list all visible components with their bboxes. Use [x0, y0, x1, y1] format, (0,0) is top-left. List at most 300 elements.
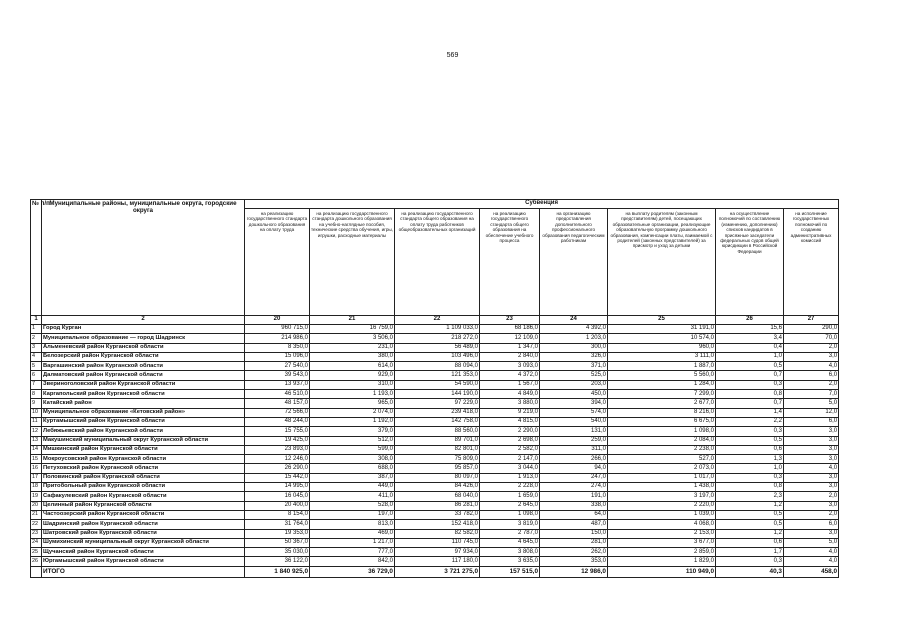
amount-cell: 3,4 — [716, 334, 784, 343]
amount-cell: 33 782,0 — [395, 510, 480, 519]
amount-cell: 15,6 — [716, 325, 784, 334]
amount-cell: 262,0 — [540, 548, 608, 557]
table-row — [31, 352, 839, 361]
amount-cell: 574,0 — [540, 408, 608, 417]
amount-cell: 5 560,0 — [608, 371, 716, 380]
table-row — [31, 445, 839, 454]
amount-cell: 80 097,0 — [395, 473, 480, 482]
amount-cell: 1,2 — [716, 501, 784, 510]
municipality-name: Частоозерский район Курганской области — [42, 510, 245, 519]
amount-cell: 338,0 — [540, 501, 608, 510]
row-number: 10 — [31, 408, 42, 417]
total-amount-cell: 110 949,0 — [608, 566, 716, 577]
amount-cell: 3,0 — [784, 501, 839, 510]
amount-cell: 14 995,0 — [245, 483, 310, 492]
col-header-name: Муниципальные районы, муниципальные округа, городские округа — [42, 200, 245, 316]
amount-cell: 197,0 — [310, 510, 395, 519]
amount-cell: 15 442,0 — [245, 473, 310, 482]
subvention-table — [30, 199, 839, 578]
amount-cell: 75 809,0 — [395, 455, 480, 464]
table-row — [31, 380, 839, 389]
table-row — [31, 529, 839, 538]
amount-cell: 82 582,0 — [395, 529, 480, 538]
municipality-name: Макушинский муниципальный округ Курганской области — [42, 436, 245, 445]
amount-cell: 150,0 — [540, 529, 608, 538]
amount-cell: 142 758,0 — [395, 417, 480, 426]
amount-cell: 203,0 — [540, 380, 608, 389]
row-number: 13 — [31, 436, 42, 445]
amount-cell: 4,0 — [784, 362, 839, 371]
col-header-21: на реализацию государственного стандарта дошкольного образования на учебно-наглядные пособия, технические средства обучения, игры, игрушки, расходные материалы — [310, 209, 395, 316]
amount-cell: 2 698,0 — [480, 436, 540, 445]
amount-cell: 960 715,0 — [245, 325, 310, 334]
amount-cell: 3,0 — [784, 529, 839, 538]
amount-cell: 528,0 — [310, 501, 395, 510]
total-amount-cell: 36 729,0 — [310, 566, 395, 577]
municipality-name: Мишкинский район Курганской области — [42, 445, 245, 454]
amount-cell: 4 849,0 — [480, 390, 540, 399]
amount-cell: 0,5 — [716, 436, 784, 445]
amount-cell: 2 153,0 — [608, 529, 716, 538]
column-index: 26 — [716, 316, 784, 325]
column-index-row — [31, 316, 839, 325]
row-number: 5 — [31, 362, 42, 371]
amount-cell: 10 574,0 — [608, 334, 716, 343]
col-header-24: на организацию предоставления дополнительного профессионального образования педагогическим работникам — [540, 209, 608, 316]
table-row — [31, 520, 839, 529]
amount-cell: 4,0 — [784, 464, 839, 473]
amount-cell: 1,3 — [716, 455, 784, 464]
amount-cell: 614,0 — [310, 362, 395, 371]
table-row — [31, 538, 839, 547]
amount-cell: 0,6 — [716, 445, 784, 454]
amount-cell: 19 353,0 — [245, 529, 310, 538]
amount-cell: 1 284,0 — [608, 380, 716, 389]
amount-cell: 2,2 — [716, 417, 784, 426]
amount-cell: 117 180,0 — [395, 557, 480, 566]
col-header-26: на осуществление полномочий по составлению (изменению, дополнению) списков кандидатов в присяжные заседатели федеральных судов общей юрисдикции в Российской Федерации — [716, 209, 784, 316]
amount-cell: 19 425,0 — [245, 436, 310, 445]
amount-cell: 103 496,0 — [395, 352, 480, 361]
amount-cell: 2 074,0 — [310, 408, 395, 417]
amount-cell: 512,0 — [310, 436, 395, 445]
table-row — [31, 455, 839, 464]
amount-cell: 813,0 — [310, 520, 395, 529]
amount-cell: 2 677,0 — [608, 399, 716, 408]
amount-cell: 218 272,0 — [395, 334, 480, 343]
row-number: 2 — [31, 334, 42, 343]
amount-cell: 0,3 — [716, 473, 784, 482]
amount-cell: 394,0 — [540, 399, 608, 408]
amount-cell: 0,3 — [716, 557, 784, 566]
amount-cell: 0,8 — [716, 483, 784, 492]
row-number: 18 — [31, 483, 42, 492]
amount-cell: 48 157,0 — [245, 399, 310, 408]
amount-cell: 449,0 — [310, 483, 395, 492]
amount-cell: 1 438,0 — [608, 483, 716, 492]
amount-cell: 5,0 — [784, 538, 839, 547]
amount-cell: 0,7 — [716, 399, 784, 408]
amount-cell: 1 098,0 — [608, 427, 716, 436]
amount-cell: 31 191,0 — [608, 325, 716, 334]
amount-cell: 4,0 — [784, 548, 839, 557]
table-row — [31, 483, 839, 492]
total-amount-cell: 40,3 — [716, 566, 784, 577]
amount-cell: 6 675,0 — [608, 417, 716, 426]
amount-cell: 27 540,0 — [245, 362, 310, 371]
table-row — [31, 492, 839, 501]
amount-cell: 3 197,0 — [608, 492, 716, 501]
amount-cell: 2 238,0 — [608, 445, 716, 454]
amount-cell: 50 367,0 — [245, 538, 310, 547]
row-number: 19 — [31, 492, 42, 501]
table-row — [31, 334, 839, 343]
amount-cell: 3 635,0 — [480, 557, 540, 566]
amount-cell: 387,0 — [310, 473, 395, 482]
col-header-23: на реализацию государственного стандарта общего образования на обеспечение учебного процесса — [480, 209, 540, 316]
total-amount-cell: 12 986,0 — [540, 566, 608, 577]
table-row — [31, 510, 839, 519]
amount-cell: 152 418,0 — [395, 520, 480, 529]
amount-cell: 842,0 — [310, 557, 395, 566]
municipality-name: Юргамышский район Курганской области — [42, 557, 245, 566]
amount-cell: 3 880,0 — [480, 399, 540, 408]
amount-cell: 1 017,0 — [608, 473, 716, 482]
amount-cell: 0,3 — [716, 380, 784, 389]
row-number: 25 — [31, 548, 42, 557]
municipality-name: Муниципальное образование — город Шадринск — [42, 334, 245, 343]
amount-cell: 23 893,0 — [245, 445, 310, 454]
amount-cell: 1 203,0 — [540, 334, 608, 343]
amount-cell: 1 567,0 — [480, 380, 540, 389]
amount-cell: 3,0 — [784, 436, 839, 445]
amount-cell: 2 787,0 — [480, 529, 540, 538]
amount-cell: 3 111,0 — [608, 352, 716, 361]
column-index: 24 — [540, 316, 608, 325]
municipality-name: Притобольный район Курганской области — [42, 483, 245, 492]
amount-cell: 3 819,0 — [480, 520, 540, 529]
amount-cell: 8 216,0 — [608, 408, 716, 417]
total-amount-cell: 458,0 — [784, 566, 839, 577]
amount-cell: 311,0 — [540, 445, 608, 454]
amount-cell: 1 217,0 — [310, 538, 395, 547]
amount-cell: 2 840,0 — [480, 352, 540, 361]
amount-cell: 97 934,0 — [395, 548, 480, 557]
amount-cell: 1,0 — [716, 464, 784, 473]
amount-cell: 68 186,0 — [480, 325, 540, 334]
amount-cell: 266,0 — [540, 455, 608, 464]
table-row — [31, 548, 839, 557]
amount-cell: 36 122,0 — [245, 557, 310, 566]
amount-cell: 88 094,0 — [395, 362, 480, 371]
table-row — [31, 371, 839, 380]
amount-cell: 72 566,0 — [245, 408, 310, 417]
amount-cell: 82 801,0 — [395, 445, 480, 454]
amount-cell: 1,7 — [716, 548, 784, 557]
amount-cell: 1,2 — [716, 529, 784, 538]
row-number: 1 — [31, 325, 42, 334]
amount-cell: 3 677,0 — [608, 538, 716, 547]
amount-cell: 12 109,0 — [480, 334, 540, 343]
amount-cell: 3 506,0 — [310, 334, 395, 343]
amount-cell: 15 755,0 — [245, 427, 310, 436]
col-header-22: на реализацию государственного стандарта общего образования на оплату труда работников общеобразовательных организаций — [395, 209, 480, 316]
amount-cell: 2,0 — [784, 510, 839, 519]
table-row — [31, 501, 839, 510]
amount-cell: 300,0 — [540, 343, 608, 352]
amount-cell: 259,0 — [540, 436, 608, 445]
amount-cell: 527,0 — [608, 455, 716, 464]
amount-cell: 0,7 — [716, 371, 784, 380]
column-index: 20 — [245, 316, 310, 325]
amount-cell: 3 093,0 — [480, 362, 540, 371]
amount-cell: 68 040,0 — [395, 492, 480, 501]
amount-cell: 688,0 — [310, 464, 395, 473]
amount-cell: 89 701,0 — [395, 436, 480, 445]
col-header-25: на выплату родителям (законным представителям) детей, посещающих образовательные организации, реализующие образовательную программу дошкольного образования, компенсации платы, взимаемой с родителей (законных представителей) за присмотр и уход за детьми — [608, 209, 716, 316]
amount-cell: 6,0 — [784, 520, 839, 529]
total-row — [31, 566, 839, 577]
amount-cell: 599,0 — [310, 445, 395, 454]
amount-cell: 95 857,0 — [395, 464, 480, 473]
amount-cell: 2 220,0 — [608, 501, 716, 510]
amount-cell: 48 244,0 — [245, 417, 310, 426]
amount-cell: 2,0 — [784, 380, 839, 389]
amount-cell: 7,0 — [784, 390, 839, 399]
amount-cell: 46 510,0 — [245, 390, 310, 399]
total-amount-cell: 157 515,0 — [480, 566, 540, 577]
total-amount-cell: 1 840 925,0 — [245, 566, 310, 577]
row-number: 3 — [31, 343, 42, 352]
column-index: 25 — [608, 316, 716, 325]
amount-cell: 4,0 — [784, 557, 839, 566]
column-index: 2 — [42, 316, 245, 325]
amount-cell: 2 073,0 — [608, 464, 716, 473]
amount-cell: 2 859,0 — [608, 548, 716, 557]
amount-cell: 239 418,0 — [395, 408, 480, 417]
col-header-27: на исполнение государственных полномочий по созданию административных комиссий — [784, 209, 839, 316]
amount-cell: 0,5 — [716, 362, 784, 371]
table-row — [31, 390, 839, 399]
amount-cell: 7 299,0 — [608, 390, 716, 399]
amount-cell: 1 192,0 — [310, 417, 395, 426]
amount-cell: 525,0 — [540, 371, 608, 380]
amount-cell: 371,0 — [540, 362, 608, 371]
row-number: 16 — [31, 464, 42, 473]
amount-cell: 12,0 — [784, 408, 839, 417]
amount-cell: 3 808,0 — [480, 548, 540, 557]
municipality-name: Город Курган — [42, 325, 245, 334]
amount-cell: 308,0 — [310, 455, 395, 464]
municipality-name: Целинный район Курганской области — [42, 501, 245, 510]
amount-cell: 8 154,0 — [245, 510, 310, 519]
municipality-name: Лебяжьевский район Курганской области — [42, 427, 245, 436]
row-number: 4 — [31, 352, 42, 361]
amount-cell: 0,5 — [716, 520, 784, 529]
municipality-name: Шадринский район Курганской области — [42, 520, 245, 529]
amount-cell: 326,0 — [540, 352, 608, 361]
col-header-subvention: Субвенция — [245, 200, 839, 209]
table-row — [31, 343, 839, 352]
row-number: 11 — [31, 417, 42, 426]
table-row — [31, 408, 839, 417]
row-number: 23 — [31, 529, 42, 538]
table-body — [31, 325, 839, 578]
amount-cell: 281,0 — [540, 538, 608, 547]
municipality-name: Альменевский район Курганской области — [42, 343, 245, 352]
amount-cell: 15 096,0 — [245, 352, 310, 361]
amount-cell: 2 582,0 — [480, 445, 540, 454]
amount-cell: 16 045,0 — [245, 492, 310, 501]
amount-cell: 1 887,0 — [608, 362, 716, 371]
municipality-name: Мокроусовский район Курганской области — [42, 455, 245, 464]
row-number: 17 — [31, 473, 42, 482]
amount-cell: 97 229,0 — [395, 399, 480, 408]
municipality-name: Куртамышский район Курганской области — [42, 417, 245, 426]
amount-cell: 39 543,0 — [245, 371, 310, 380]
table-row — [31, 362, 839, 371]
col-header-20: на реализацию государственного стандарта дошкольного образования на оплату труда — [245, 209, 310, 316]
amount-cell: 469,0 — [310, 529, 395, 538]
municipality-name: Петуховский район Курганской области — [42, 464, 245, 473]
amount-cell: 54 590,0 — [395, 380, 480, 389]
amount-cell: 3,0 — [784, 352, 839, 361]
table-row — [31, 473, 839, 482]
amount-cell: 1 039,0 — [608, 510, 716, 519]
amount-cell: 3,0 — [784, 483, 839, 492]
amount-cell: 64,0 — [540, 510, 608, 519]
municipality-name: Шатровский район Курганской области — [42, 529, 245, 538]
amount-cell: 1 193,0 — [310, 390, 395, 399]
amount-cell: 1 913,0 — [480, 473, 540, 482]
amount-cell: 13 937,0 — [245, 380, 310, 389]
amount-cell: 310,0 — [310, 380, 395, 389]
amount-cell: 35 030,0 — [245, 548, 310, 557]
table-row — [31, 557, 839, 566]
amount-cell: 4 645,0 — [480, 538, 540, 547]
amount-cell: 1 098,0 — [480, 510, 540, 519]
amount-cell: 94,0 — [540, 464, 608, 473]
amount-cell: 3,0 — [784, 427, 839, 436]
row-number: 24 — [31, 538, 42, 547]
amount-cell: 1,0 — [716, 352, 784, 361]
amount-cell: 3 044,0 — [480, 464, 540, 473]
amount-cell: 8 350,0 — [245, 343, 310, 352]
amount-cell: 144 190,0 — [395, 390, 480, 399]
amount-cell: 70,0 — [784, 334, 839, 343]
municipality-name: Далматовский район Курганской области — [42, 371, 245, 380]
table-row — [31, 325, 839, 334]
municipality-name: Сафакулевский район Курганской области — [42, 492, 245, 501]
municipality-name: Шумихинский муниципальный округ Курганской области — [42, 538, 245, 547]
amount-cell: 6,0 — [784, 417, 839, 426]
municipality-name: Половинский район Курганской области — [42, 473, 245, 482]
municipality-name: Каргапольский район Курганской области — [42, 390, 245, 399]
table-row — [31, 436, 839, 445]
column-index: 21 — [310, 316, 395, 325]
row-number: 12 — [31, 427, 42, 436]
amount-cell: 2 147,0 — [480, 455, 540, 464]
amount-cell: 16 759,0 — [310, 325, 395, 334]
amount-cell: 88 560,0 — [395, 427, 480, 436]
amount-cell: 247,0 — [540, 473, 608, 482]
amount-cell: 379,0 — [310, 427, 395, 436]
amount-cell: 1 829,0 — [608, 557, 716, 566]
amount-cell: 9 219,0 — [480, 408, 540, 417]
row-number: 21 — [31, 510, 42, 519]
amount-cell: 0,8 — [716, 390, 784, 399]
table-row — [31, 399, 839, 408]
amount-cell: 26 290,0 — [245, 464, 310, 473]
municipality-name: Муниципальное образование «Кетовский район» — [42, 408, 245, 417]
amount-cell: 5,0 — [784, 399, 839, 408]
amount-cell: 0,5 — [716, 510, 784, 519]
amount-cell: 20 400,0 — [245, 501, 310, 510]
amount-cell: 2,3 — [716, 492, 784, 501]
amount-cell: 110 745,0 — [395, 538, 480, 547]
row-number: 8 — [31, 390, 42, 399]
amount-cell: 0,4 — [716, 343, 784, 352]
amount-cell: 191,0 — [540, 492, 608, 501]
amount-cell: 4 372,0 — [480, 371, 540, 380]
table-row — [31, 464, 839, 473]
municipality-name: Щучанский район Курганской области — [42, 548, 245, 557]
amount-cell: 929,0 — [310, 371, 395, 380]
amount-cell: 960,0 — [608, 343, 716, 352]
amount-cell: 0,6 — [716, 538, 784, 547]
amount-cell: 1 109 033,0 — [395, 325, 480, 334]
municipality-name: Варгашинский район Курганской области — [42, 362, 245, 371]
amount-cell: 450,0 — [540, 390, 608, 399]
page-number: 569 — [446, 52, 459, 59]
amount-cell: 4 068,0 — [608, 520, 716, 529]
amount-cell: 380,0 — [310, 352, 395, 361]
row-number: 26 — [31, 557, 42, 566]
amount-cell: 2 228,0 — [480, 483, 540, 492]
amount-cell: 2,0 — [784, 492, 839, 501]
amount-cell: 353,0 — [540, 557, 608, 566]
amount-cell: 1 659,0 — [480, 492, 540, 501]
amount-cell: 6,0 — [784, 371, 839, 380]
municipality-name: Белозерский район Курганской области — [42, 352, 245, 361]
row-number: 15 — [31, 455, 42, 464]
row-number: 9 — [31, 399, 42, 408]
amount-cell: 3,0 — [784, 445, 839, 454]
amount-cell: 31 764,0 — [245, 520, 310, 529]
amount-cell: 487,0 — [540, 520, 608, 529]
total-amount-cell: 3 721 275,0 — [395, 566, 480, 577]
row-number: 7 — [31, 380, 42, 389]
amount-cell: 131,0 — [540, 427, 608, 436]
amount-cell: 86 281,0 — [395, 501, 480, 510]
amount-cell: 777,0 — [310, 548, 395, 557]
amount-cell: 12 246,0 — [245, 455, 310, 464]
municipality-name: Звериноголовский район Курганской области — [42, 380, 245, 389]
row-number: 20 — [31, 501, 42, 510]
amount-cell: 3,0 — [784, 473, 839, 482]
col-header-no: № п/п — [31, 200, 42, 316]
total-row-number — [31, 566, 42, 577]
amount-cell: 1 347,0 — [480, 343, 540, 352]
amount-cell: 290,0 — [784, 325, 839, 334]
column-index: 27 — [784, 316, 839, 325]
amount-cell: 214 986,0 — [245, 334, 310, 343]
amount-cell: 1,4 — [716, 408, 784, 417]
amount-cell: 3,0 — [784, 455, 839, 464]
amount-cell: 274,0 — [540, 483, 608, 492]
municipality-name: Катайский район — [42, 399, 245, 408]
amount-cell: 231,0 — [310, 343, 395, 352]
